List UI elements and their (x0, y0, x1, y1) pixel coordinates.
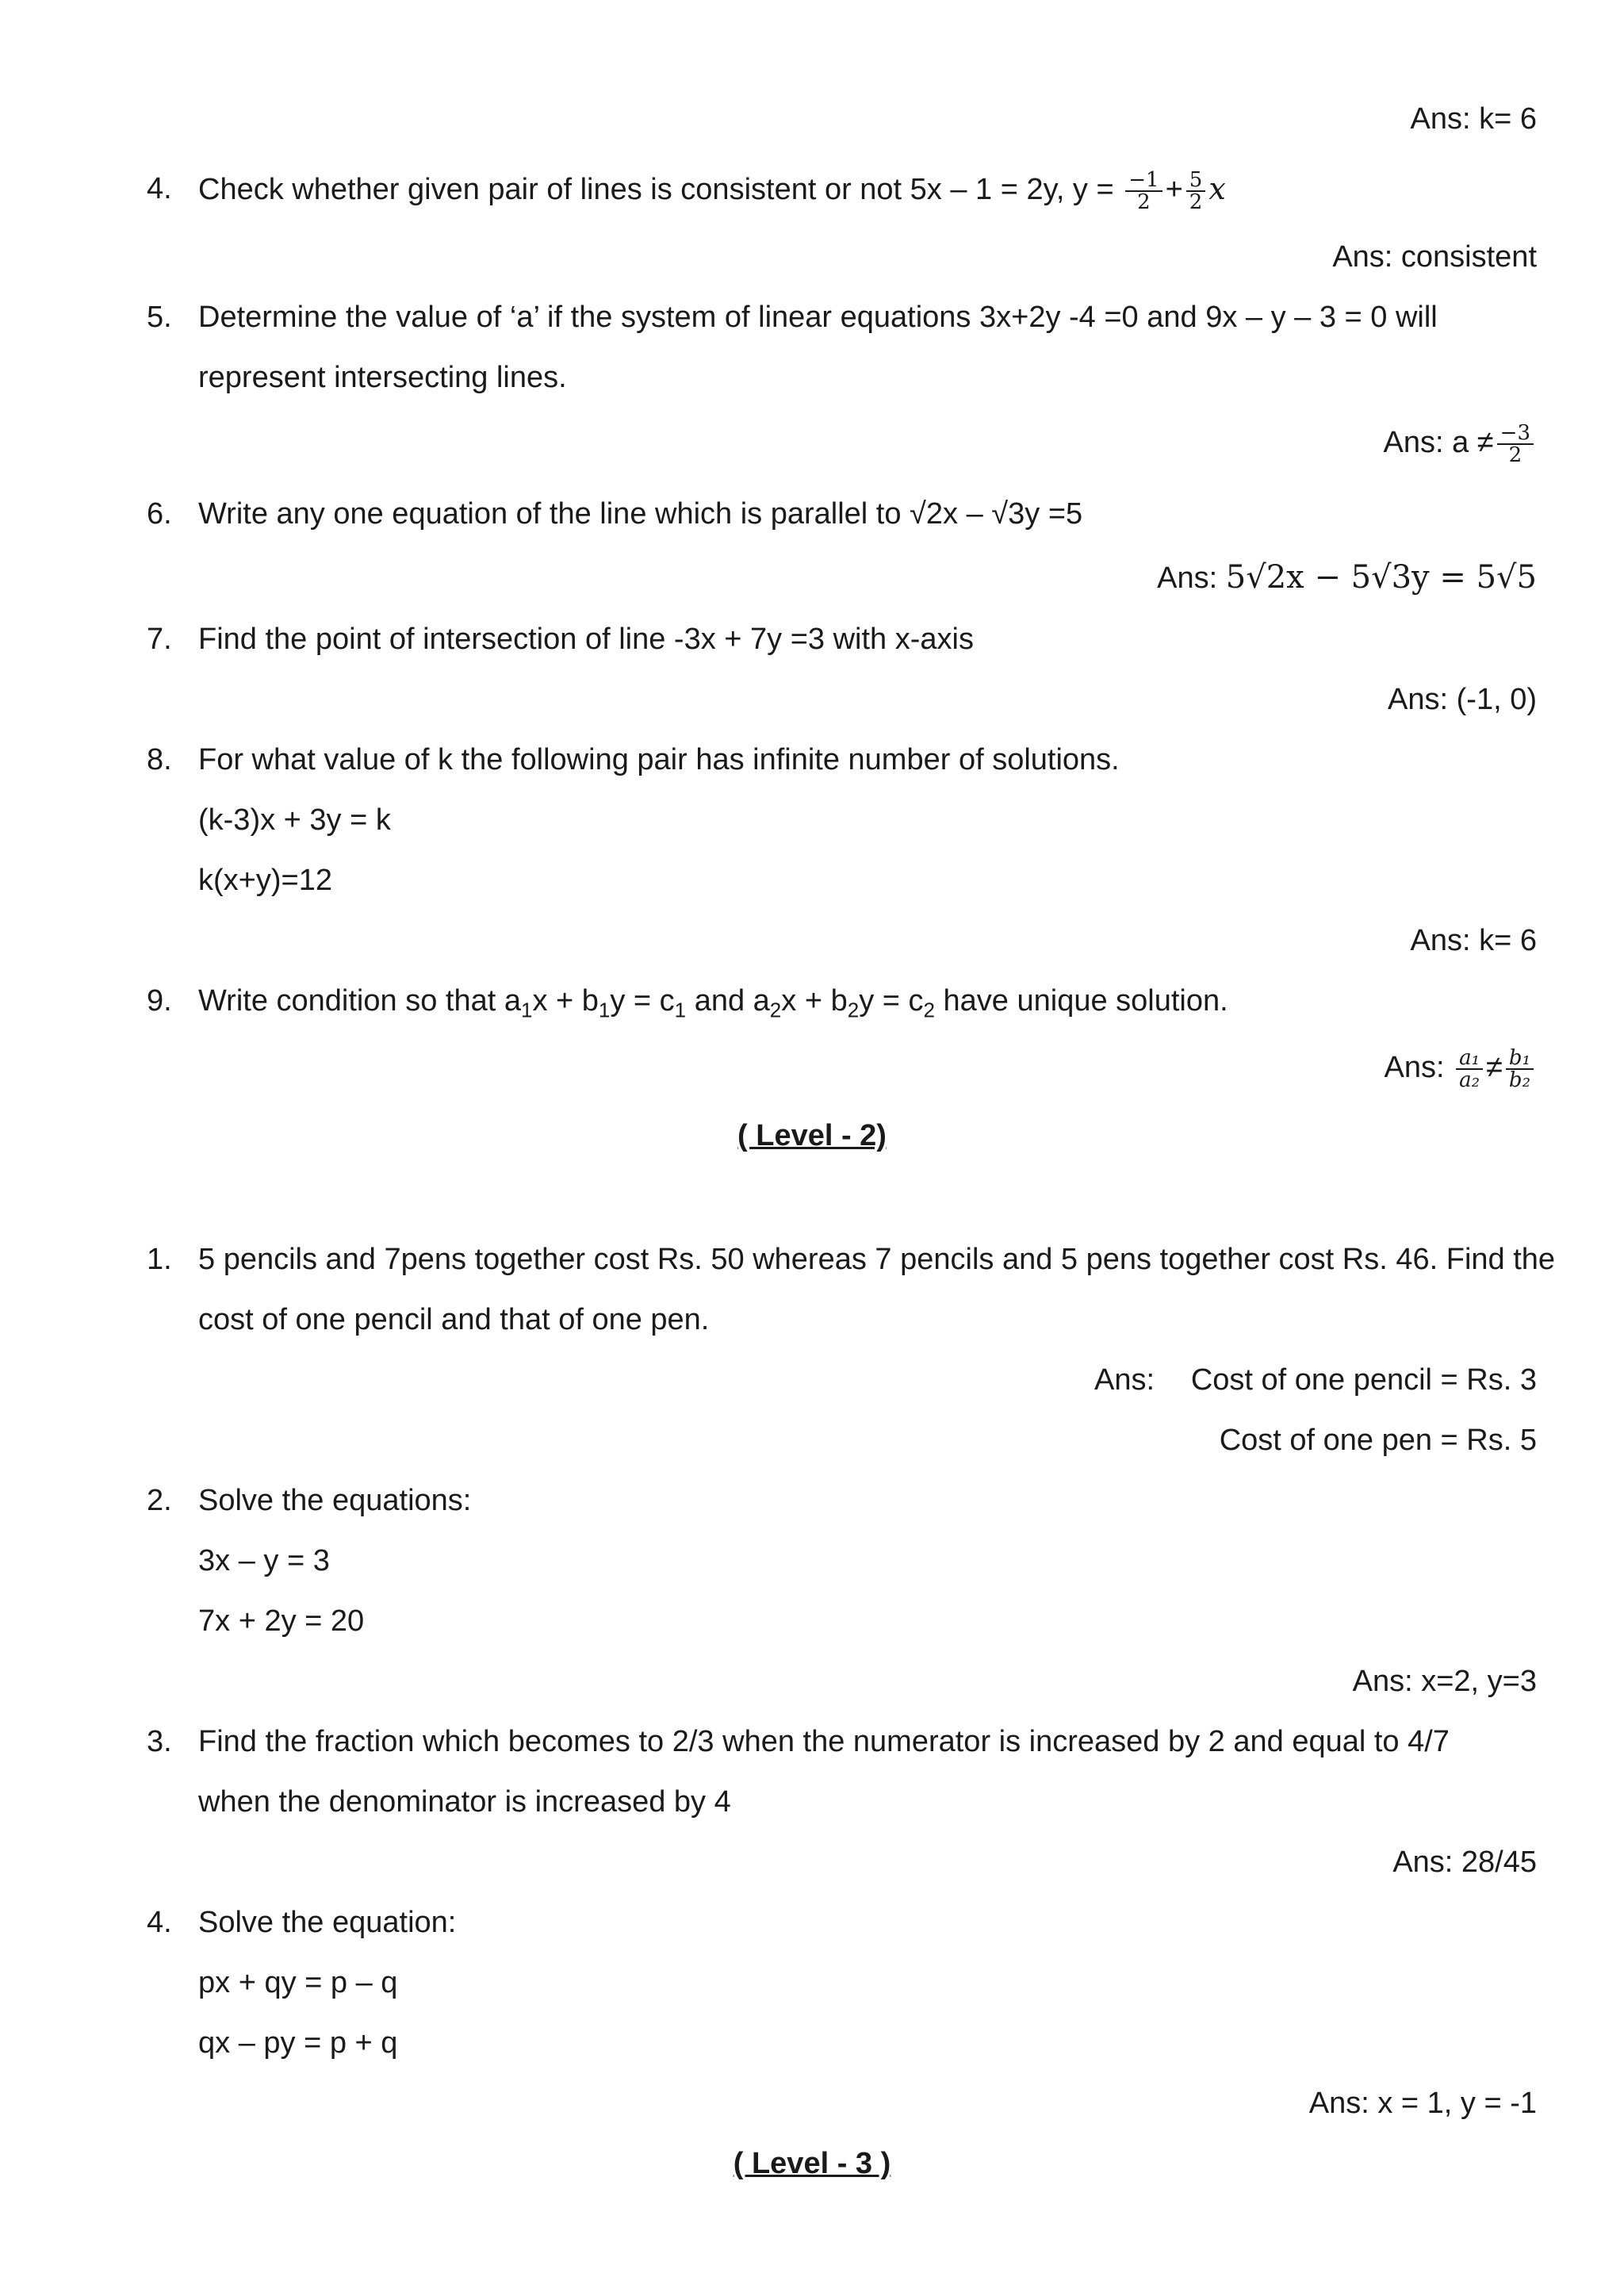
q4-fraction-1: $\frac{-1}{2}$ (1125, 170, 1162, 213)
l2-q1-line1: 5 pencils and 7pens together cost Rs. 50 whereas 7 pencils and 5 pens together cost Rs. 46. Find the (198, 1243, 1556, 1276)
l2-q1-answer-label: Ans: (1094, 1363, 1155, 1397)
l2-q4-eq2: qx – py = p + q (198, 2026, 398, 2060)
l2-q1-number: 1. (147, 1243, 172, 1276)
q8-answer: Ans: k= 6 (1410, 924, 1537, 957)
l2-q1-line2: cost of one pencil and that of one pen. (198, 1303, 710, 1336)
l2-q3-answer: Ans: 28/45 (1392, 1846, 1537, 1879)
q5-answer: Ans: a ≠ $\frac{-3}{2}$ (1384, 414, 1537, 471)
q7-text: Find the point of intersection of line -3x + 7y =3 with x-axis (198, 623, 974, 656)
l2-q1-answer1: Cost of one pencil = Rs. 3 (1190, 1363, 1537, 1397)
q9-text: Write condition so that $a_1x + b_1y = c_1$ and $a_2x + b_2y = c_2$ have unique solution. (198, 984, 1228, 1022)
q8-eq2: k(x+y)=12 (198, 864, 332, 897)
l2-q3-line2: when the denominator is increased by 4 (198, 1785, 731, 1819)
q7-number: 7. (147, 623, 172, 656)
answer-prev: Ans: k= 6 (1410, 102, 1537, 136)
l2-q2-answer: Ans: x=2, y=3 (1352, 1665, 1537, 1698)
l2-q4-eq1: px + qy = p – q (198, 1966, 398, 1999)
l2-q4-number: 4. (147, 1906, 172, 1939)
l2-q4-answer: Ans: x = 1, y = -1 (1308, 2087, 1537, 2120)
l2-q3-line1: Find the fraction which becomes to 2/3 when the numerator is increased by 2 and equal to 4/7 (198, 1725, 1450, 1758)
l2-q4-text: Solve the equation: (198, 1906, 457, 1939)
q4-answer: Ans: consistent (1332, 240, 1537, 274)
l2-q1-answer2: Cost of one pen = Rs. 5 (1219, 1424, 1537, 1457)
l2-q2-eq1: 3x – y = 3 (198, 1544, 330, 1577)
q7-answer: Ans: (-1, 0) (1388, 683, 1537, 716)
q8-number: 8. (147, 743, 172, 776)
q6-text: Write any one equation of the line which is parallel to √2x – √3y =5 (198, 497, 1083, 531)
l2-q2-number: 2. (147, 1484, 172, 1517)
q4-number: 4. (147, 172, 172, 205)
q6-number: 6. (147, 497, 172, 531)
q8-eq1: (k-3)x + 3y = k (198, 803, 391, 837)
q4-text: Check whether given pair of lines is consistent or not 5x – 1 = 2y, y = $\frac{-1}{2}$ + $\frac{5}{2}$ x (198, 167, 1226, 214)
q5-line1: Determine the value of ‘a’ if the system of linear equations 3x+2y -4 =0 and 9x – y – 3 = 0 will (198, 301, 1438, 334)
l2-q2-eq2: 7x + 2y = 20 (198, 1604, 365, 1638)
q4-fraction-2: $\frac{5}{2}$ (1186, 170, 1206, 213)
l2-q3-number: 3. (147, 1725, 172, 1758)
level3-heading: ( Level - 3 ) (733, 2147, 891, 2180)
level2-heading: ( Level - 2) (737, 1119, 887, 1152)
q5-number: 5. (147, 301, 172, 334)
l2-q2-text: Solve the equations: (198, 1484, 472, 1517)
q9-answer: Ans: $\frac{\text{a₁}}{\text{a₂}}$ ≠ $\frac{\text{b₁}}{\text{b₂}}$ (1385, 1036, 1537, 1099)
q5-line2: represent intersecting lines. (198, 361, 567, 394)
q8-text: For what value of k the following pair has infinite number of solutions. (198, 743, 1120, 776)
q6-answer: Ans: 5√2x − 5√3y = 5√5 (1157, 559, 1537, 596)
q9-number: 9. (147, 984, 172, 1018)
